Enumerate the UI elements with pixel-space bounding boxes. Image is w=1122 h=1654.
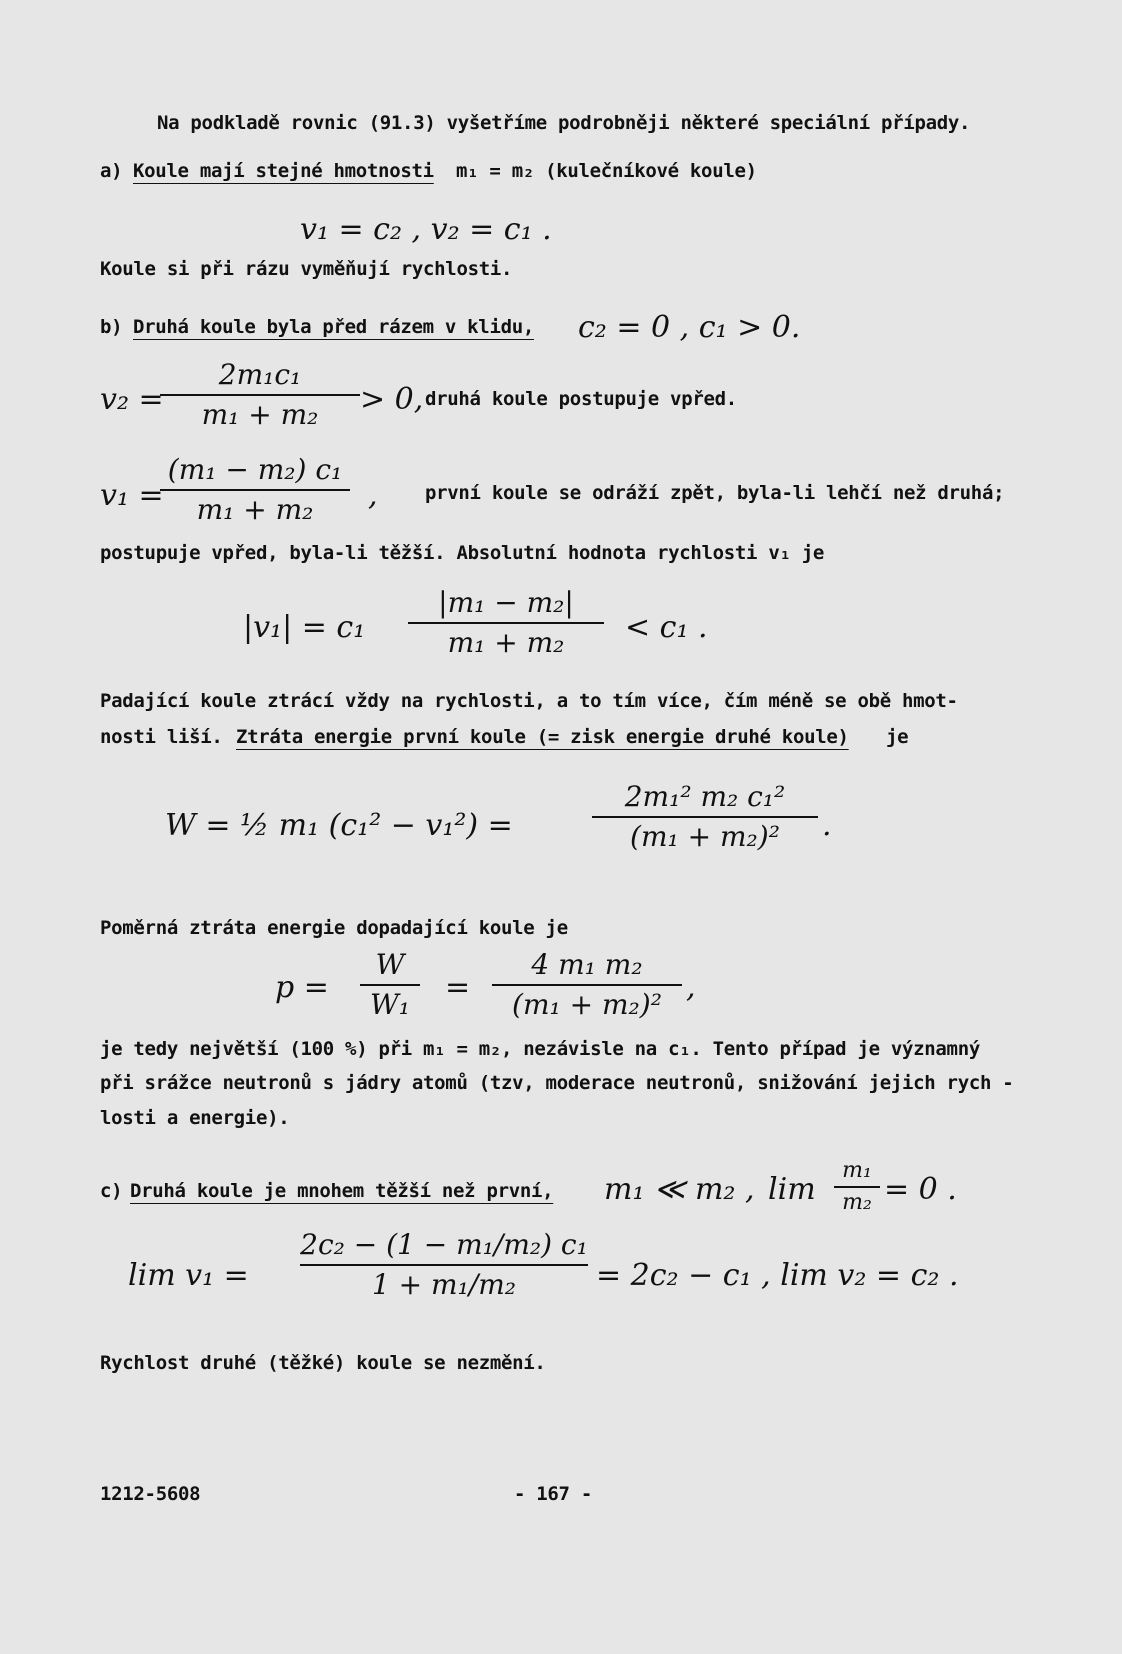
p-numerator-2: 4 m₁ m₂ [531,948,643,981]
case-b-continuation: postupuje vpřed, byla-li těžší. Absolutní hodnota rychlosti v₁ je [100,542,825,564]
intro-text: Na podkladě rovnic (91.3) vyšetříme podrobněji některé speciální případy. [157,112,971,134]
fraction-bar [834,1186,880,1188]
case-c-note: Rychlost druhé (těžké) koule se nezmění. [100,1352,546,1374]
case-c-lim-lhs: lim [768,1172,816,1207]
case-b-condition: c₂ = 0 , c₁ > 0. [578,310,801,345]
conclusion-line-3: losti a energie). [100,1107,290,1129]
fraction-bar [160,394,360,396]
abs-fraction [408,586,604,659]
case-a-condition: m₁ = m₂ (kulečníkové koule) [456,160,757,182]
abs-rhs: < c₁ . [625,610,708,645]
case-a-note: Koule si při rázu vyměňují rychlosti. [100,258,513,280]
conclusion-line-1: je tedy největší (100 %) při m₁ = m₂, nezávisle na c₁. Tento případ je významný [100,1038,980,1060]
p-denominator-1: W₁ [369,987,410,1021]
v1-lhs: v₁ = [100,478,164,513]
para-line-1: Padající koule ztrácí vždy na rychlosti, a to tím více, čím méně se obě hmot- [100,690,958,712]
v1-numerator: (m₁ − m₂) c₁ [167,453,343,486]
case-a-heading: Koule mají stejné hmotnosti [133,160,434,182]
case-c-condition: m₁ ≪ m₂ , [604,1172,755,1207]
v2-denominator: m₁ + m₂ [201,397,319,431]
p-lhs: p = [275,970,329,1005]
W-fraction [592,780,818,853]
W-denominator: (m₁ + m₂)² [630,819,780,853]
fraction-bar [360,984,420,986]
p-fraction-1 [360,948,420,1021]
para-line-2-start: nosti liší. [100,726,223,748]
p-fraction-2 [492,948,682,1021]
case-c-lim-rhs: = 0 . [884,1172,957,1207]
main-lim-rhs: = 2c₂ − c₁ , lim v₂ = c₂ . [596,1258,959,1293]
conclusion-line-2: při srážce neutronů s jádry atomů (tzv, moderace neutronů, snižování jejich rych - [100,1072,1014,1094]
v2-text: druhá koule postupuje vpřed. [425,388,737,410]
W-rhs: . [822,808,832,843]
v1-rhs: , [368,478,378,513]
p-rhs: , [686,970,696,1005]
W-lhs: W = ½ m₁ (c₁² − v₁²) = [165,808,513,843]
page-number: - 167 - [514,1483,592,1505]
v2-numerator: 2m₁c₁ [218,358,302,391]
ratio-text: Poměrná ztráta energie dopadající koule je [100,917,568,939]
footer-code: 1212-5608 [100,1483,201,1505]
v1-text: první koule se odráží zpět, byla-li lehčí než druhá; [425,482,1005,504]
W-numerator: 2m₁² m₂ c₁² [624,780,786,813]
para-line-2-underlined: Ztráta energie první koule (= zisk energie druhé koule) [236,726,849,748]
v1-fraction [160,453,350,526]
case-a-equation: v₁ = c₂ , v₂ = c₁ . [300,212,552,247]
v2-rhs: > 0, [360,382,424,417]
main-lim-denominator: 1 + m₁/m₂ [371,1267,517,1301]
p-equals: = [445,970,471,1005]
main-lim-numerator: 2c₂ − (1 − m₁/m₂) c₁ [300,1228,588,1261]
fraction-bar [492,984,682,986]
p-denominator-2: (m₁ + m₂)² [512,987,662,1021]
case-c-heading: Druhá koule je mnohem těžší než první, [130,1180,554,1202]
v2-lhs: v₂ = [100,382,164,417]
fraction-bar [160,489,350,491]
abs-denominator: m₁ + m₂ [447,625,565,659]
para-line-2-end: je [886,726,909,748]
case-b-heading: Druhá koule byla před rázem v klidu, [133,316,535,338]
fraction-bar [408,622,604,624]
abs-numerator: |m₁ − m₂| [438,586,574,619]
p-numerator-1: W [375,948,405,981]
v1-denominator: m₁ + m₂ [196,492,314,526]
abs-lhs: |v₁| = c₁ [243,610,366,645]
case-c-lim-fraction [834,1158,880,1217]
main-lim-fraction [300,1228,588,1301]
case-c-lim-denominator: m₂ [842,1190,872,1216]
v2-fraction [160,358,360,431]
case-b-marker: b) [100,316,123,338]
fraction-bar [592,816,818,818]
main-lim-lhs: lim v₁ = [128,1258,249,1293]
fraction-bar [300,1264,588,1266]
case-c-lim-numerator: m₁ [842,1158,872,1183]
case-c-marker: c) [100,1180,123,1202]
case-a-marker: a) [100,160,123,182]
